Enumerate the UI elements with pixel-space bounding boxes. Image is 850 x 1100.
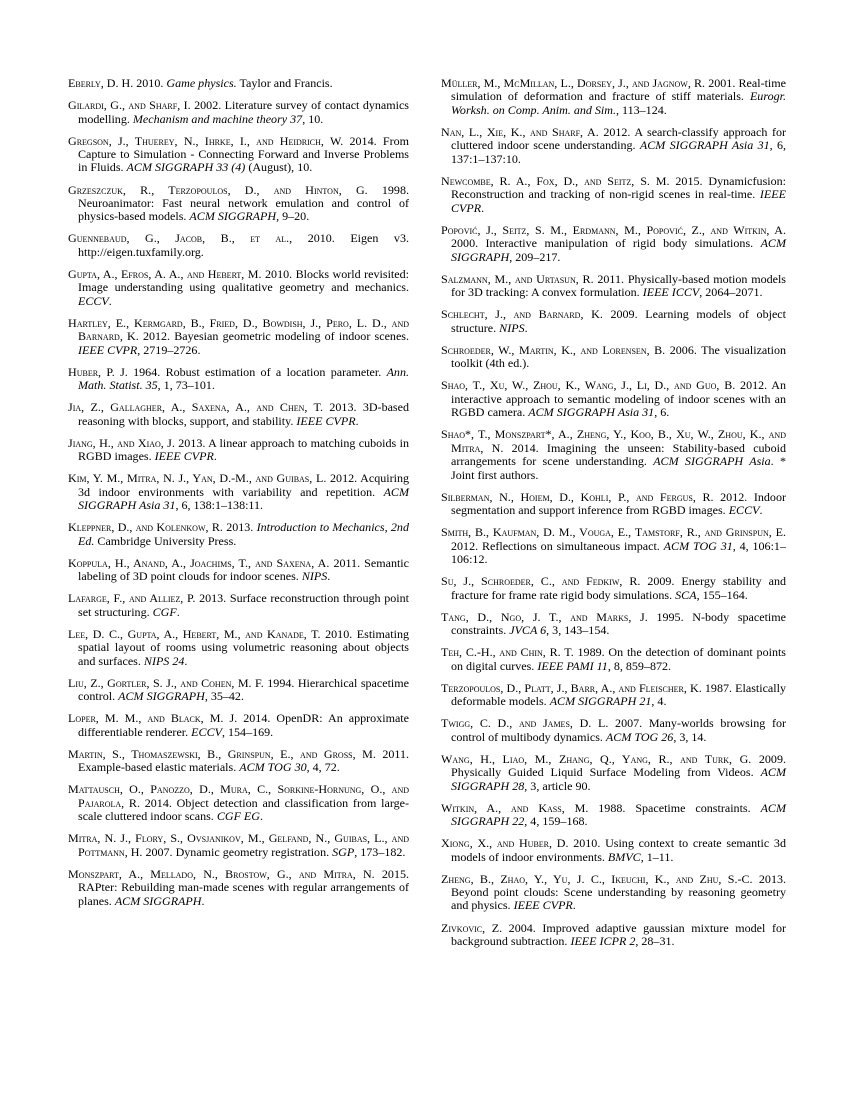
ref-text: 2000. Interactive manipulation of rigid body simulations.: [451, 236, 761, 251]
ref-text: 2010.: [133, 76, 167, 90]
ref-text: 2014. OpenDR: An approximate differentiable renderer.: [78, 711, 409, 739]
ref-text: , 155–164.: [696, 587, 748, 602]
ref-text: 2013. Beyond point clouds: Scene understanding by reasoning geometry and physics.: [451, 871, 787, 913]
ref-venue: ACM SIGGRAPH: [451, 236, 786, 264]
ref-text: Taylor and Francis.: [236, 76, 333, 90]
reference-entry: [68, 184, 409, 224]
ref-authors: Koppula, H., Anand, A., Joachims, T., and Saxena, A.: [68, 555, 330, 570]
ref-text: 2011. Semantic labeling of 3D point clouds for indoor scenes.: [78, 555, 410, 584]
ref-text: .: [184, 653, 188, 668]
reference-entry: [68, 135, 409, 175]
ref-venue: Eurogr. Worksh. on Comp. Anim. and Sim.: [451, 89, 786, 117]
ref-authors: Su, J., Schroeder, C., and Fedkiw, R.: [441, 574, 641, 589]
reference-entry: [68, 317, 409, 357]
ref-authors: Schroeder, W., Martin, K., and Lorensen, B.: [441, 342, 666, 357]
ref-venue: ECCV: [191, 724, 222, 739]
reference-entry: [68, 99, 409, 126]
ref-text: , 209–217.: [509, 249, 561, 264]
ref-authors: Mattausch, O., Panozzo, D., Mura, C., Sorkine-Hornung, O., and Pajarola, R.: [68, 782, 409, 810]
ref-venue: CGF: [152, 604, 177, 619]
reference-entry: [68, 628, 409, 668]
ref-authors: Eberly, D. H.: [68, 76, 134, 90]
reference-entry: [441, 611, 786, 638]
ref-authors: Müller, M., McMillan, L., Dorsey, J., and Jagnow, R.: [441, 76, 706, 90]
ref-venue: ACM SIGGRAPH 22: [451, 800, 786, 829]
ref-authors: Kleppner, D., and Kolenkow, R.: [68, 520, 223, 535]
reference-entry: [441, 491, 786, 518]
reference-entry: [68, 592, 409, 619]
ref-text: , 35–42.: [204, 689, 244, 704]
ref-authors: Mitra, N. J., Flory, S., Ovsjanikov, M., Gelfand, N., Guibas, L., and Pottmann, H.: [68, 831, 409, 859]
ref-text: 2004. Improved adaptive gaussian mixture model for background subtraction.: [451, 920, 786, 948]
reference-entry: [441, 873, 786, 913]
ref-venue: Mechanism and machine theory 37: [132, 111, 303, 126]
ref-text: 2012. Acquiring 3d indoor environments with variability and repetition.: [78, 471, 410, 499]
ref-text: 2013.: [222, 520, 257, 535]
ref-text: 1995. N-body spacetime constraints.: [451, 609, 786, 638]
ref-venue: ECCV: [728, 503, 760, 518]
reference-entry: [68, 677, 409, 704]
ref-text: 2009. Physically Guided Liquid Surface Modeling from Videos.: [451, 751, 786, 780]
ref-text: , 8, 859–872.: [607, 658, 672, 673]
ref-text: 1998. Neuroanimator: Fast neural network emulation and control of physics-based models.: [78, 182, 409, 224]
ref-text: 2001. Real-time simulation of deformation and fracture of stiff materials.: [451, 76, 786, 104]
ref-venue: ACM SIGGRAPH Asia 31: [78, 484, 409, 513]
ref-text: , 4.: [651, 694, 667, 709]
reference-entry: [68, 401, 409, 428]
ref-venue: Ann. Math. Statist. 35: [78, 364, 409, 393]
ref-authors: Tang, D., Ngo, J. T., and Marks, J.: [441, 609, 648, 624]
ref-venue: NIPS 24: [143, 653, 185, 668]
ref-venue: IEEE CVPR: [451, 187, 786, 215]
ref-authors: Schlecht, J., and Barnard, K.: [441, 307, 603, 322]
ref-text: 2012. Reflections on simultaneous impact.: [451, 538, 664, 553]
ref-text: , 4, 159–168.: [524, 814, 588, 829]
ref-authors: Jiang, H., and Xiao, J.: [68, 435, 175, 450]
reference-entry: [441, 717, 786, 744]
reference-entry: [68, 712, 409, 739]
reference-entry: [68, 77, 409, 90]
ref-text: , 2719–2726.: [137, 342, 201, 357]
ref-text: .: [759, 503, 763, 518]
ref-text: .: [327, 569, 331, 584]
ref-authors: Witkin, A., and Kass, M.: [441, 800, 589, 815]
reference-entry: [68, 437, 409, 464]
ref-authors: Shao*, T., Monszpart*, A., Zheng, Y., Koo, B., Xu, W., Zhou, K., and Mitra, N.: [441, 427, 786, 455]
ref-authors: Monszpart, A., Mellado, N., Brostow, G., and Mitra, N.: [68, 866, 375, 881]
ref-venue: IEEE PAMI 11: [537, 658, 608, 673]
ref-text: , 3, 143–154.: [546, 623, 610, 638]
ref-venue: ACM SIGGRAPH 33 (4): [126, 160, 246, 175]
reference-entry: [68, 366, 409, 393]
ref-text: 2006. The visualization toolkit (4th ed.).: [451, 342, 787, 371]
ref-venue: ACM SIGGRAPH Asia 31: [639, 138, 770, 153]
ref-authors: Silberman, N., Hoiem, D., Kohli, P., and Fergus, R.: [441, 489, 714, 504]
ref-text: .: [481, 200, 485, 215]
ref-text: 2010. Eigen v3. http://eigen.tuxfamily.org.: [78, 231, 409, 259]
reference-entry: [441, 922, 786, 949]
ref-authors: Kim, Y. M., Mitra, N. J., Yan, D.-M., and Guibas, L.: [68, 471, 327, 486]
ref-venue: ACM SIGGRAPH Asia: [653, 454, 771, 469]
ref-authors: Martin, S., Thomaszewski, B., Grinspun, E., and Gross, M.: [68, 746, 376, 761]
ref-text: 1994. Hierarchical spacetime control.: [78, 675, 410, 704]
ref-venue: Introduction to Mechanics, 2nd Ed.: [78, 520, 409, 548]
ref-authors: Lee, D. C., Gupta, A., Hebert, M., and Kanade, T.: [68, 626, 321, 641]
ref-venue: IEEE CVPR: [296, 413, 356, 428]
ref-text: , 28–31.: [635, 933, 675, 948]
ref-text: 2013. A linear approach to matching cuboids in RGBD images.: [78, 435, 409, 464]
ref-text: 2010. Using context to create semantic 3d models of indoor environments.: [451, 836, 786, 864]
ref-text: , 6, 137:1–137:10.: [451, 138, 787, 166]
ref-venue: IEEE CVPR: [154, 449, 214, 464]
ref-authors: Huber, P. J.: [68, 364, 128, 379]
ref-venue: NIPS: [301, 569, 328, 584]
ref-text: 2014. From Capture to Simulation - Connecting Forward and Inverse Problems in Fluids.: [78, 133, 409, 175]
ref-venue: CGF EG: [216, 809, 260, 824]
reference-entry: [68, 268, 409, 308]
reference-entry: [441, 575, 786, 602]
ref-text: 2012. An interactive approach to semantic modeling of indoor scenes with an RGBD camera.: [451, 378, 786, 420]
reference-entry: [68, 832, 409, 859]
ref-venue: ACM TOG 31: [663, 538, 733, 553]
reference-entry: [68, 557, 409, 584]
ref-text: , 1, 73–101.: [157, 378, 215, 393]
ref-authors: Zivkovic, Z.: [441, 920, 503, 935]
ref-venue: ACM SIGGRAPH 21: [549, 694, 652, 709]
ref-text: 2014. Imagining the unseen: Stability-based cuboid arrangements for scene understanding.: [451, 440, 786, 469]
reference-entry: [441, 344, 786, 371]
ref-text: , 3, article 90.: [524, 778, 591, 793]
ref-text: , 113–124.: [616, 102, 667, 117]
ref-venue: SCA: [675, 587, 697, 602]
ref-authors: Smith, B., Kaufman, D. M., Vouga, E., Tamstorf, R., and Grinspun, E.: [441, 525, 786, 540]
ref-text: .: [213, 449, 217, 464]
ref-text: , 4, 106:1–106:12.: [451, 538, 786, 567]
ref-text: .: [524, 320, 528, 335]
reference-entry: [441, 428, 786, 482]
ref-text: .: [572, 898, 576, 913]
reference-entry: [68, 521, 409, 548]
ref-authors: Jia, Z., Gallagher, A., Saxena, A., and Chen, T.: [68, 400, 324, 415]
ref-text: 2011. Physically-based motion models for 3D tracking: A convex formulation.: [451, 271, 786, 300]
ref-venue: SGP: [332, 844, 355, 859]
ref-text: 2013. 3D-based reasoning with blocks, support, and stability.: [78, 400, 409, 428]
ref-authors: Gilardi, G., and Sharf, I.: [68, 98, 191, 113]
ref-venue: ACM SIGGRAPH Asia 31: [528, 405, 655, 420]
ref-venue: ACM SIGGRAPH 28: [451, 765, 786, 793]
reference-entry: [441, 308, 786, 335]
ref-text: 2012. A search-classify approach for cluttered indoor scene understanding.: [451, 124, 786, 153]
ref-venue: ACM SIGGRAPH: [189, 209, 277, 224]
ref-venue: ACM SIGGRAPH: [118, 689, 205, 704]
ref-text: (August), 10.: [245, 160, 313, 175]
ref-text: 2002. Literature survey of contact dynamics modelling.: [78, 98, 409, 126]
ref-authors: Salzmann, M., and Urtasun, R.: [441, 271, 594, 286]
ref-venue: JVCA 6: [509, 623, 547, 638]
ref-authors: Liu, Z., Gortler, S. J., and Cohen, M. F.: [68, 675, 264, 690]
reference-entry: [441, 526, 786, 566]
ref-text: .: [201, 893, 205, 908]
ref-text: , 4, 72.: [306, 760, 340, 775]
ref-venue: NIPS: [499, 320, 525, 335]
ref-authors: Wang, H., Liao, M., Zhang, Q., Yang, R., and Turk, G.: [441, 751, 752, 766]
ref-text: . * Joint first authors.: [451, 454, 786, 482]
ref-text: , 173–182.: [354, 844, 406, 859]
ref-authors: Newcombe, R. A., Fox, D., and Seitz, S. M.: [441, 173, 670, 188]
reference-entry: [441, 753, 786, 793]
ref-text: 2010. Estimating spatial layout of rooms using volumetric reasoning about objects and surfaces.: [78, 626, 409, 668]
references-column-right: [441, 77, 786, 957]
ref-authors: Loper, M. M., and Black, M. J.: [68, 711, 238, 726]
ref-text: 1987. Elastically deformable models.: [451, 680, 786, 709]
ref-venue: ACM TOG 30: [239, 760, 307, 775]
ref-venue: IEEE CVPR: [513, 898, 573, 913]
ref-authors: Xiong, X., and Huber, D.: [441, 836, 569, 851]
ref-authors: Grzeszczuk, R., Terzopoulos, D., and Hinton, G.: [68, 182, 368, 197]
ref-text: 2015. RAPter: Rebuilding man-made scenes with regular arrangements of planes.: [78, 866, 409, 908]
reference-entry: [68, 472, 409, 512]
ref-authors: Lafarge, F., and Alliez, P.: [68, 591, 196, 606]
ref-text: 2010. Blocks world revisited: Image understanding using qualitative geometry and mechanics.: [78, 266, 409, 295]
reference-entry: [68, 232, 409, 259]
ref-text: , 6.: [654, 405, 670, 420]
ref-authors: Teh, C.-H., and Chin, R. T.: [441, 645, 574, 660]
ref-text: 2012. Bayesian geometric modeling of indoor scenes.: [138, 329, 409, 344]
ref-venue: ECCV: [78, 293, 109, 308]
reference-entry: [441, 175, 786, 215]
ref-venue: BMVC: [607, 849, 641, 864]
ref-text: , 2064–2071.: [699, 285, 763, 300]
ref-text: 1988. Spacetime constraints.: [588, 800, 761, 815]
reference-entry: [441, 802, 786, 829]
ref-text: 1989. On the detection of dominant points on digital curves.: [451, 645, 786, 673]
ref-text: 2013. Surface reconstruction through point set structuring.: [78, 591, 409, 619]
ref-text: , 6, 138:1–138:11.: [175, 498, 264, 513]
ref-authors: Popović, J., Seitz, S. M., Erdmann, M., Popović, Z., and Witkin, A.: [441, 222, 786, 237]
ref-text: 2009. Learning models of object structure.: [451, 307, 786, 335]
ref-authors: Twigg, C. D., and James, D. L.: [441, 716, 609, 731]
ref-authors: Shao, T., Xu, W., Zhou, K., Wang, J., Li, D., and Guo, B.: [441, 378, 736, 393]
reference-entry: [441, 77, 786, 117]
ref-text: 2007. Many-worlds browsing for control of multibody dynamics.: [451, 716, 786, 744]
reference-entry: [68, 748, 409, 775]
ref-venue: IEEE CVPR: [78, 342, 138, 357]
ref-text: , 3, 14.: [673, 729, 707, 744]
reference-entry: [441, 646, 786, 673]
reference-entry: [68, 783, 409, 823]
references-column-left: [68, 77, 409, 917]
ref-authors: Gregson, J., Thuerey, N., Ihrke, I., and Heidrich, W.: [68, 133, 344, 148]
ref-text: 2009. Energy stability and fracture for frame rate rigid body simulations.: [451, 574, 787, 602]
ref-text: , 1–11.: [640, 849, 674, 864]
reference-entry: [441, 126, 786, 166]
ref-venue: IEEE ICCV: [642, 285, 700, 300]
ref-authors: Gupta, A., Efros, A. A., and Hebert, M.: [68, 266, 262, 281]
ref-text: 2012. Indoor segmentation and support inference from RGBD images.: [451, 489, 786, 518]
ref-text: .: [176, 604, 180, 619]
reference-entry: [68, 868, 409, 908]
ref-authors: Terzopoulos, D., Platt, J., Barr, A., and Fleischer, K.: [441, 680, 702, 695]
ref-text: .: [260, 809, 264, 824]
ref-text: 1964. Robust estimation of a location parameter.: [127, 364, 387, 379]
reference-entry: [441, 682, 786, 709]
ref-text: , 10.: [302, 111, 324, 126]
ref-text: 2011. Example-based elastic materials.: [78, 746, 409, 775]
ref-venue: ACM SIGGRAPH: [114, 893, 202, 908]
ref-authors: Guennebaud, G., Jacob, B., et al.,: [68, 231, 293, 246]
ref-venue: Game physics.: [166, 76, 237, 90]
ref-text: .: [355, 413, 359, 428]
ref-text: 2015. Dynamicfusion: Reconstruction and tracking of non-rigid scenes in real-time.: [451, 173, 786, 202]
ref-authors: Nan, L., Xie, K., and Sharf, A.: [441, 124, 599, 139]
reference-entry: [441, 224, 786, 264]
reference-entry: [441, 379, 786, 419]
ref-venue: IEEE ICPR 2: [570, 933, 636, 948]
ref-text: 2014. Object detection and classification from large-scale cluttered indoor scans.: [78, 795, 409, 824]
ref-text: .: [108, 293, 112, 308]
ref-text: 2007. Dynamic geometry registration.: [142, 844, 333, 859]
ref-authors: Zheng, B., Zhao, Y., Yu, J. C., Ikeuchi, K., and Zhu, S.-C.: [441, 871, 753, 886]
ref-text: , 9–20.: [276, 209, 310, 224]
ref-text: , 154–169.: [221, 724, 274, 739]
reference-entry: [441, 837, 786, 864]
ref-text: Cambridge University Press.: [94, 533, 237, 548]
ref-venue: ACM TOG 26: [605, 729, 674, 744]
reference-entry: [441, 273, 786, 300]
ref-authors: Hartley, E., Kermgard, B., Fried, D., Bowdish, J., Pero, L. D., and Barnard, K.: [68, 315, 409, 344]
